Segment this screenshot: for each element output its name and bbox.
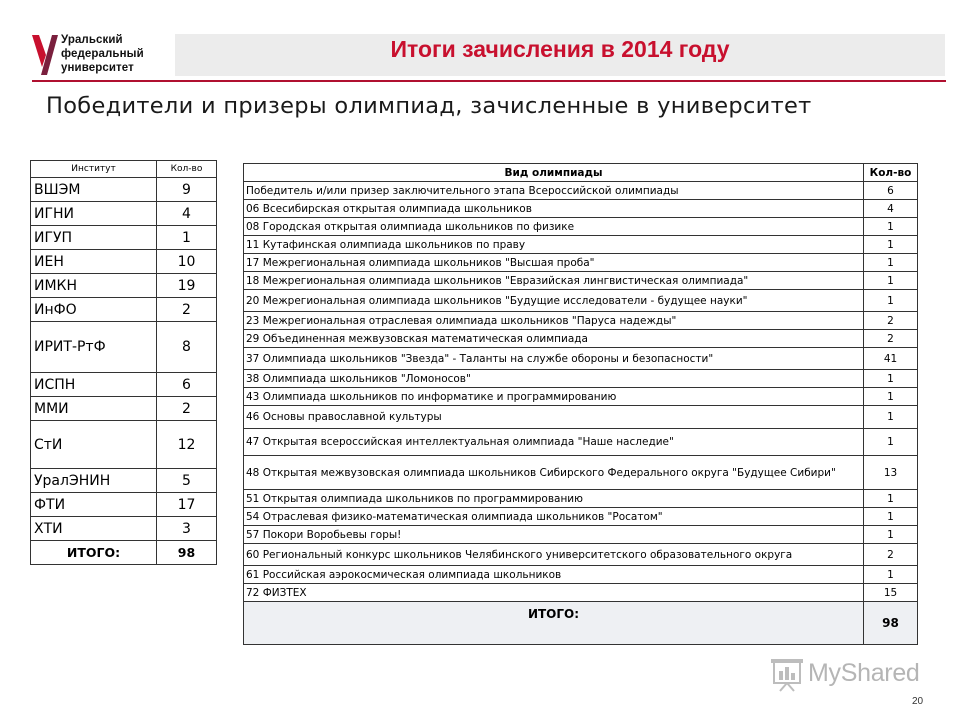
table-row — [244, 218, 918, 236]
olympiad-name: 17 Межрегиональная олимпиада школьников "Высшая проба" — [244, 254, 864, 272]
logo-line: Уральский — [61, 34, 123, 46]
column-header: Кол-во — [157, 161, 217, 178]
table-row — [31, 274, 217, 298]
institute-count: 2 — [157, 298, 217, 322]
olympiad-name: 72 ФИЗТЕХ — [244, 584, 864, 602]
total-label: ИТОГО: — [244, 602, 864, 645]
myshared-watermark — [768, 655, 928, 695]
olympiad-count: 1 — [864, 218, 918, 236]
table-row — [244, 348, 918, 370]
olympiad-count: 13 — [864, 456, 918, 490]
table-row — [244, 490, 918, 508]
logo-line: университет — [61, 62, 134, 74]
olympiad-count: 4 — [864, 200, 918, 218]
olympiad-count: 1 — [864, 566, 918, 584]
presentation-icon — [768, 657, 804, 693]
total-row — [244, 602, 918, 645]
brand-text: MyShared — [808, 659, 920, 687]
olympiad-name: 61 Российская аэрокосмическая олимпиада школьников — [244, 566, 864, 584]
olympiad-name: 46 Основы православной культуры — [244, 406, 864, 429]
institute-name: ХТИ — [31, 517, 157, 541]
institute-name: ФТИ — [31, 493, 157, 517]
institute-count: 4 — [157, 202, 217, 226]
table-row — [31, 298, 217, 322]
olympiad-count: 41 — [864, 348, 918, 370]
olympiad-count: 6 — [864, 182, 918, 200]
olympiad-name: 57 Покори Воробьевы горы! — [244, 526, 864, 544]
olympiad-count: 2 — [864, 544, 918, 566]
page-number: 20 — [912, 696, 924, 707]
institute-name: ММИ — [31, 397, 157, 421]
olympiad-name: 18 Межрегиональная олимпиада школьников "Евразийская лингвистическая олимпиада" — [244, 272, 864, 290]
institute-name: СтИ — [31, 421, 157, 469]
institute-count: 5 — [157, 469, 217, 493]
olympiad-count: 1 — [864, 370, 918, 388]
table-row — [244, 182, 918, 200]
olympiads-table — [243, 163, 918, 645]
table-header-row — [31, 161, 217, 178]
table-row — [244, 508, 918, 526]
total-value: 98 — [157, 541, 217, 565]
table-row — [244, 290, 918, 312]
olympiad-count: 2 — [864, 312, 918, 330]
urfu-logo-icon — [30, 33, 60, 77]
table-row — [244, 456, 918, 490]
table-row — [31, 322, 217, 373]
olympiad-count: 1 — [864, 490, 918, 508]
table-row — [244, 388, 918, 406]
total-row — [31, 541, 217, 565]
logo-text — [61, 33, 144, 75]
university-logo — [30, 33, 160, 77]
olympiad-name: 47 Открытая всероссийская интеллектуальная олимпиада "Наше наследие" — [244, 429, 864, 456]
olympiad-name: 54 Отраслевая физико-математическая олимпиада школьников "Росатом" — [244, 508, 864, 526]
olympiad-name: 51 Открытая олимпиада школьников по программированию — [244, 490, 864, 508]
table-row — [31, 469, 217, 493]
olympiad-count: 1 — [864, 290, 918, 312]
olympiad-name: 37 Олимпиада школьников "Звезда" - Таланты на службе обороны и безопасности" — [244, 348, 864, 370]
column-header: Кол-во — [864, 164, 918, 182]
table-row — [244, 370, 918, 388]
olympiad-name: 11 Кутафинская олимпиада школьников по праву — [244, 236, 864, 254]
table-row — [31, 178, 217, 202]
institute-name: ИРИТ-РтФ — [31, 322, 157, 373]
olympiad-name: 23 Межрегиональная отраслевая олимпиада школьников "Паруса надежды" — [244, 312, 864, 330]
olympiad-count: 1 — [864, 236, 918, 254]
total-value: 98 — [864, 602, 918, 645]
institute-count: 10 — [157, 250, 217, 274]
olympiad-count: 15 — [864, 584, 918, 602]
olympiad-name: 29 Объединенная межвузовская математическая олимпиада — [244, 330, 864, 348]
table-row — [244, 429, 918, 456]
table-row — [244, 272, 918, 290]
table-row — [244, 406, 918, 429]
institute-name: ИГНИ — [31, 202, 157, 226]
institute-name: ИнФО — [31, 298, 157, 322]
institute-name: ИЕН — [31, 250, 157, 274]
table-row — [244, 312, 918, 330]
olympiad-name: 48 Открытая межвузовская олимпиада школьников Сибирского Федерального округа "Будущее Сибири" — [244, 456, 864, 490]
table-row — [31, 373, 217, 397]
olympiad-count: 1 — [864, 429, 918, 456]
total-label: ИТОГО: — [31, 541, 157, 565]
title-divider — [32, 80, 946, 82]
olympiad-name: 60 Региональный конкурс школьников Челябинского университетского образовательного округа — [244, 544, 864, 566]
table-header-row — [244, 164, 918, 182]
olympiad-name: 38 Олимпиада школьников "Ломоносов" — [244, 370, 864, 388]
table-row — [244, 200, 918, 218]
table-row — [244, 526, 918, 544]
institute-count: 2 — [157, 397, 217, 421]
institute-count: 8 — [157, 322, 217, 373]
institute-name: ИМКН — [31, 274, 157, 298]
olympiad-name: 20 Межрегиональная олимпиада школьников "Будущие исследователи - будущее науки" — [244, 290, 864, 312]
institute-count: 17 — [157, 493, 217, 517]
institute-name: ВШЭМ — [31, 178, 157, 202]
olympiad-count: 1 — [864, 388, 918, 406]
olympiad-count: 1 — [864, 508, 918, 526]
table-row — [31, 226, 217, 250]
table-row — [31, 493, 217, 517]
table-row — [244, 236, 918, 254]
logo-line: федеральный — [61, 48, 144, 60]
institute-count: 12 — [157, 421, 217, 469]
institute-count: 19 — [157, 274, 217, 298]
olympiad-name: 06 Всесибирская открытая олимпиада школьников — [244, 200, 864, 218]
olympiad-count: 2 — [864, 330, 918, 348]
institute-count: 3 — [157, 517, 217, 541]
table-row — [31, 250, 217, 274]
olympiad-name: Победитель и/или призер заключительного этапа Всероссийской олимпиады — [244, 182, 864, 200]
table-row — [244, 544, 918, 566]
olympiad-count: 1 — [864, 272, 918, 290]
slide-subtitle: Победители и призеры олимпиад, зачисленные в университет — [46, 93, 812, 119]
table-row — [31, 202, 217, 226]
institute-count: 9 — [157, 178, 217, 202]
institute-count: 6 — [157, 373, 217, 397]
slide-title: Итоги зачисления в 2014 году — [390, 36, 730, 62]
olympiad-count: 1 — [864, 254, 918, 272]
table-row — [31, 421, 217, 469]
table-row — [244, 330, 918, 348]
institutes-table — [30, 160, 217, 565]
table-row — [244, 254, 918, 272]
column-header: Вид олимпиады — [244, 164, 864, 182]
table-row — [31, 397, 217, 421]
table-row — [244, 584, 918, 602]
institute-name: УралЭНИН — [31, 469, 157, 493]
olympiad-count: 1 — [864, 406, 918, 429]
olympiad-name: 08 Городская открытая олимпиада школьников по физике — [244, 218, 864, 236]
olympiad-count: 1 — [864, 526, 918, 544]
institute-count: 1 — [157, 226, 217, 250]
column-header: Институт — [31, 161, 157, 178]
table-row — [31, 517, 217, 541]
table-row — [244, 566, 918, 584]
olympiad-name: 43 Олимпиада школьников по информатике и программированию — [244, 388, 864, 406]
institute-name: ИСПН — [31, 373, 157, 397]
institute-name: ИГУП — [31, 226, 157, 250]
